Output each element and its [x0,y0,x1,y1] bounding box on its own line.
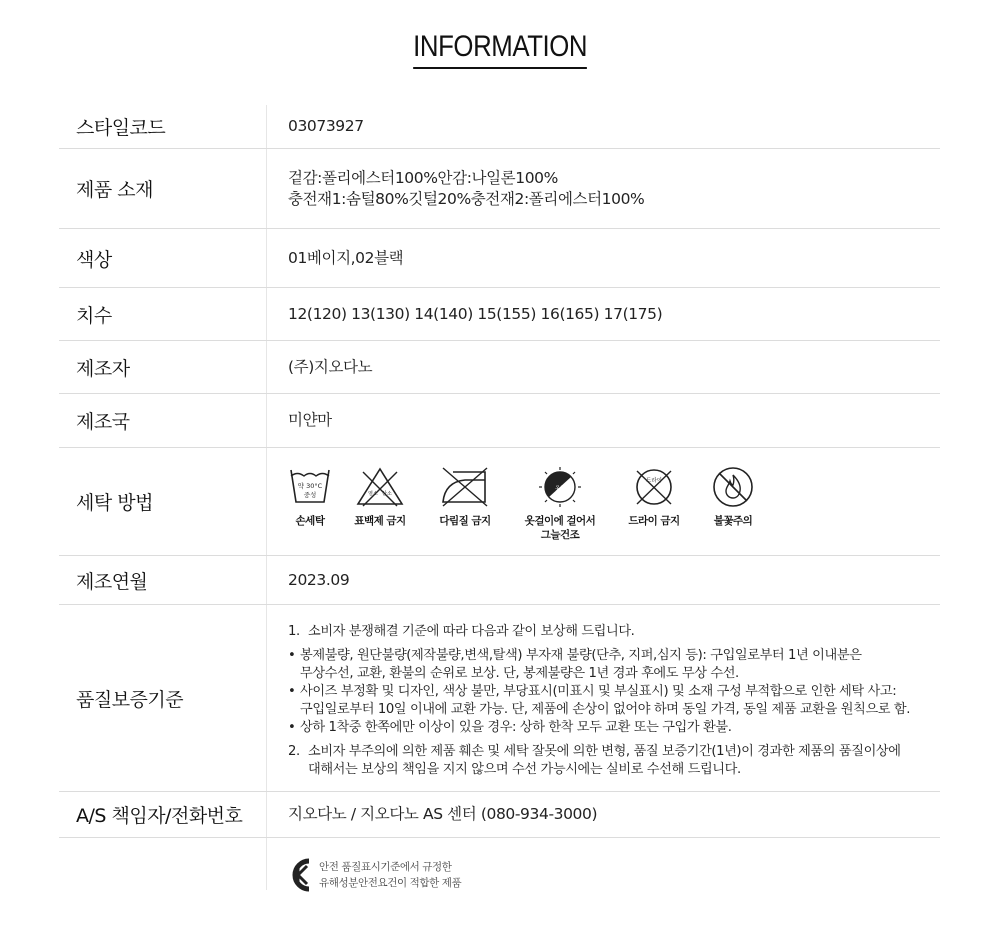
row-label: 색상 [59,229,267,287]
title-wrap [0,30,1000,69]
kc-text [319,859,461,891]
row-color [59,229,940,288]
kc-text-line-1: 안전 품질표시기준에서 규정한 [319,861,452,873]
washing-item [515,466,605,542]
quality-bullet-3-text: 상하 1착중 한쪽에만 이상이 있을 경우: 상하 한착 모두 교환 또는 구입가 환불. [300,720,732,735]
row-style-code [59,105,940,149]
no-iron-icon [439,466,491,508]
row-label: 치수 [59,288,267,340]
row-label: 품질보증기준 [59,605,267,791]
washing-caption-line-2: 그늘건조 [540,529,580,541]
no-bleach-oxygen: 산소 [382,491,392,497]
row-value [288,394,940,447]
row-label-empty [59,838,267,890]
fire-caution-icon [709,466,757,508]
quality-bullet-1 [288,647,940,683]
country-value: 미얀마 [288,411,332,429]
quality-text-2-line-2: 대해서는 보상의 책임을 지지 않으며 수선 가능시에는 실비로 수선해 드립니다. [308,762,741,777]
quality-text [288,623,940,779]
row-country [59,394,940,448]
hand-wash-icon [287,466,333,508]
no-dry-clean-label: 드라이 [646,478,662,484]
kc-certification [287,856,461,894]
quality-bullet-2 [288,683,940,719]
quality-bullet-1-line-1: 봉제불량, 원단불량(제작불량,변색,탈색) 부자재 불량(단추, 지퍼,심지 등): 구입일로부터 1년 이내분은 [300,648,862,663]
row-label: 제조국 [59,394,267,447]
bullet-dot: • [288,684,296,699]
row-quality [59,605,940,792]
row-as [59,792,940,838]
hand-wash-temp: 약 30°C [297,482,323,490]
color-value: 01베이지,02블랙 [288,248,404,267]
kc-logo-icon [287,856,313,894]
row-kc [59,838,940,890]
quality-text-1: 소비자 분쟁해결 기준에 따라 다음과 같이 보상해 드립니다. [308,624,635,639]
hand-wash-detergent: 중성 [303,491,317,499]
row-label: 제조연월 [59,556,267,604]
washing-caption: 다림질 금지 [439,515,491,527]
row-label: 스타일코드 [59,105,267,148]
row-value [288,149,940,228]
quality-item-2 [288,743,940,779]
washing-caption [515,514,605,542]
date-value: 2023.09 [288,570,350,589]
quality-bullet-3 [288,719,940,737]
row-washing [59,448,940,556]
no-dry-clean-icon [630,466,678,508]
quality-text-2 [308,743,901,779]
row-value [288,288,940,340]
quality-number: 1. [288,624,300,639]
row-label: 제품 소재 [59,149,267,228]
row-value [288,556,940,604]
row-date [59,556,940,605]
quality-bullet-2-line-1: 사이즈 부정확 및 디자인, 색상 불만, 부당표시(미표시 및 부실표시) 및 소재 구성 부적합으로 인한 세탁 사고: [300,684,897,699]
quality-bullet-1-text [300,647,862,683]
quality-bullet-1-line-2: 무상수선, 교환, 환불의 순위로 보상. 단, 봉제불량은 1년 경과 후에도 무상 수선. [300,666,739,681]
row-value [288,341,940,393]
washing-caption: 표백제 금지 [354,515,406,527]
washing-icons [283,466,783,556]
hang-dry-shade-icon [536,466,584,508]
bullet-dot: • [288,720,296,735]
quality-number: 2. [288,744,300,759]
size-value: 12(120) 13(130) 14(140) 15(155) 16(165) 17(175) [288,304,663,323]
washing-item [420,466,510,528]
washing-caption-line-1: 옷걸이에 걸어서 [524,515,596,527]
washing-item [688,466,778,528]
row-value [288,229,940,287]
no-bleach-icon [355,466,405,508]
row-value [288,105,940,148]
material-line-2: 충전재1:솜털80%깃털20%충전재2:폴리에스터100% [288,189,645,208]
quality-bullet-2-line-2: 구입일로부터 10일 이내에 교환 가능. 단, 제품에 손상이 없어야 하며 동일 가격, 동일 제품 교환을 원칙으로 함. [300,702,911,717]
hang-dry-label: 옷걸이 [555,486,571,492]
row-manufacturer [59,341,940,394]
quality-text-2-line-1: 소비자 부주의에 의한 제품 훼손 및 세탁 잘못에 의한 변형, 품질 보증기간(1년)이 경과한 제품의 품질이상에 [308,744,901,759]
washing-item [335,466,425,528]
bullet-dot: • [288,648,296,663]
row-label: 세탁 방법 [59,448,267,555]
washing-item [609,466,699,528]
washing-caption: 손세탁 [295,515,325,527]
page-title: INFORMATION [413,30,587,69]
manufacturer-value: (주)지오다노 [288,357,373,376]
style-code-value: 03073927 [288,117,364,135]
kc-text-line-2: 유해성분안전요건이 적합한 제품 [319,877,462,889]
row-size [59,288,940,341]
washing-caption: 드라이 금지 [628,515,680,527]
material-line-1: 겉감:폴리에스터100%안감:나일론100% [288,168,558,187]
no-bleach-chlorine: 염소 [368,491,378,497]
row-label: A/S 책임자/전화번호 [59,792,267,837]
row-label: 제조자 [59,341,267,393]
row-value [288,792,940,837]
as-value: 지오다노 / 지오다노 AS 센터 (080-934-3000) [288,805,598,823]
washing-caption: 불꽃주의 [713,515,753,527]
quality-item-1 [288,623,940,641]
quality-bullet-2-text [300,683,910,719]
row-material [59,149,940,229]
